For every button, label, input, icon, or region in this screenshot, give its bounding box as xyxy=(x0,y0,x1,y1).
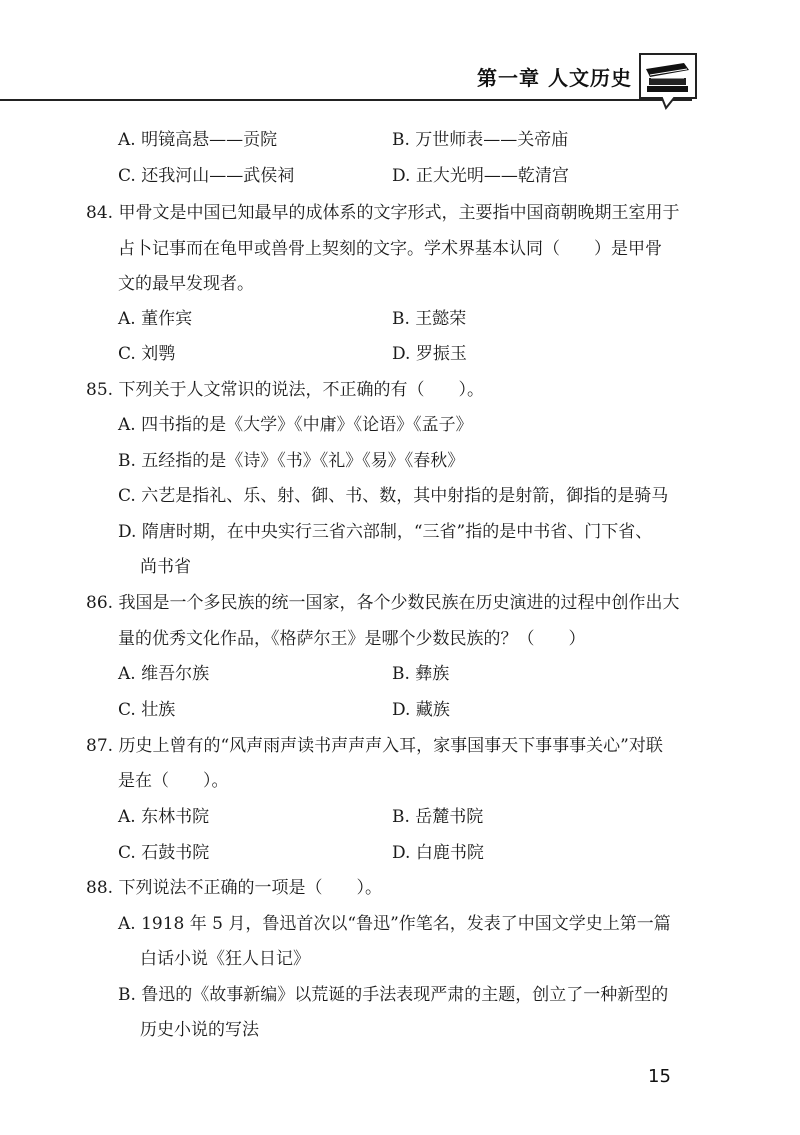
header-rule xyxy=(0,99,692,101)
question-85-option-a: A. 四书指的是《大学》《中庸》《论语》《孟子》 xyxy=(118,415,473,435)
question-88-stem: 88. 下列说法不正确的一项是（ ）。 xyxy=(86,878,382,898)
question-84-stem-line2: 占卜记事而在龟甲或兽骨上契刻的文字。学术界基本认同（ ）是甲骨 xyxy=(118,239,662,259)
page-number: 15 xyxy=(648,1066,671,1087)
question-88-option-b-line1: B. 鲁迅的《故事新编》以荒诞的手法表现严肃的主题，创立了一种新型的 xyxy=(118,985,669,1005)
question-86-option-d: D. 藏族 xyxy=(392,700,450,720)
question-85-option-d-line1: D. 隋唐时期，在中央实行三省六部制，“三省”指的是中书省、门下省、 xyxy=(118,522,653,542)
question-84-option-a: A. 董作宾 xyxy=(118,309,193,329)
question-87-option-c: C. 石鼓书院 xyxy=(118,843,210,863)
question-85-option-c: C. 六艺是指礼、乐、射、御、书、数，其中射指的是射箭，御指的是骑马 xyxy=(118,486,669,506)
question-85-option-b: B. 五经指的是《诗》《书》《礼》《易》《春秋》 xyxy=(118,451,465,471)
question-86-option-a: A. 维吾尔族 xyxy=(118,664,210,684)
question-87-stem-line2: 是在（ ）。 xyxy=(118,771,229,791)
question-86-stem-line1: 86. 我国是一个多民族的统一国家，各个少数民族在历史演进的过程中创作出大 xyxy=(86,593,680,613)
chapter-title: 第一章 人文历史 xyxy=(477,66,632,90)
question-84-stem-line3: 文的最早发现者。 xyxy=(118,274,254,294)
question-88-option-b-line2: 历史小说的写法 xyxy=(140,1020,259,1040)
question-84-stem-line1: 84. 甲骨文是中国已知最早的成体系的文字形式，主要指中国商朝晚期王室用于 xyxy=(86,203,680,223)
question-85-option-d-line2: 尚书省 xyxy=(140,557,191,577)
question-86-option-b: B. 彝族 xyxy=(392,664,450,684)
book-stack-icon xyxy=(636,48,700,112)
question-84-option-c: C. 刘鹗 xyxy=(118,344,176,364)
option-b: B. 万世师表——关帝庙 xyxy=(392,130,569,150)
question-87-option-d: D. 白鹿书院 xyxy=(392,843,484,863)
question-86-stem-line2: 量的优秀文化作品，《格萨尔王》是哪个少数民族的？（ ） xyxy=(118,629,586,649)
question-87-stem-line1: 87. 历史上曾有的“风声雨声读书声声声入耳，家事国事天下事事事关心”对联 xyxy=(86,736,663,756)
question-84-option-b: B. 王懿荣 xyxy=(392,309,467,329)
question-87-option-b: B. 岳麓书院 xyxy=(392,807,484,827)
option-a: A. 明镜高悬——贡院 xyxy=(118,130,278,150)
question-85-stem: 85. 下列关于人文常识的说法，不正确的有（ ）。 xyxy=(86,380,484,400)
question-86-option-c: C. 壮族 xyxy=(118,700,176,720)
question-88-option-a-line2: 白话小说《狂人日记》 xyxy=(140,949,310,969)
question-84-option-d: D. 罗振玉 xyxy=(392,344,467,364)
question-88-option-a-line1: A. 1918 年 5 月，鲁迅首次以“鲁迅”作笔名，发表了中国文学史上第一篇 xyxy=(118,914,671,934)
question-87-option-a: A. 东林书院 xyxy=(118,807,210,827)
option-d: D. 正大光明——乾清宫 xyxy=(392,166,569,186)
option-c: C. 还我河山——武侯祠 xyxy=(118,166,295,186)
